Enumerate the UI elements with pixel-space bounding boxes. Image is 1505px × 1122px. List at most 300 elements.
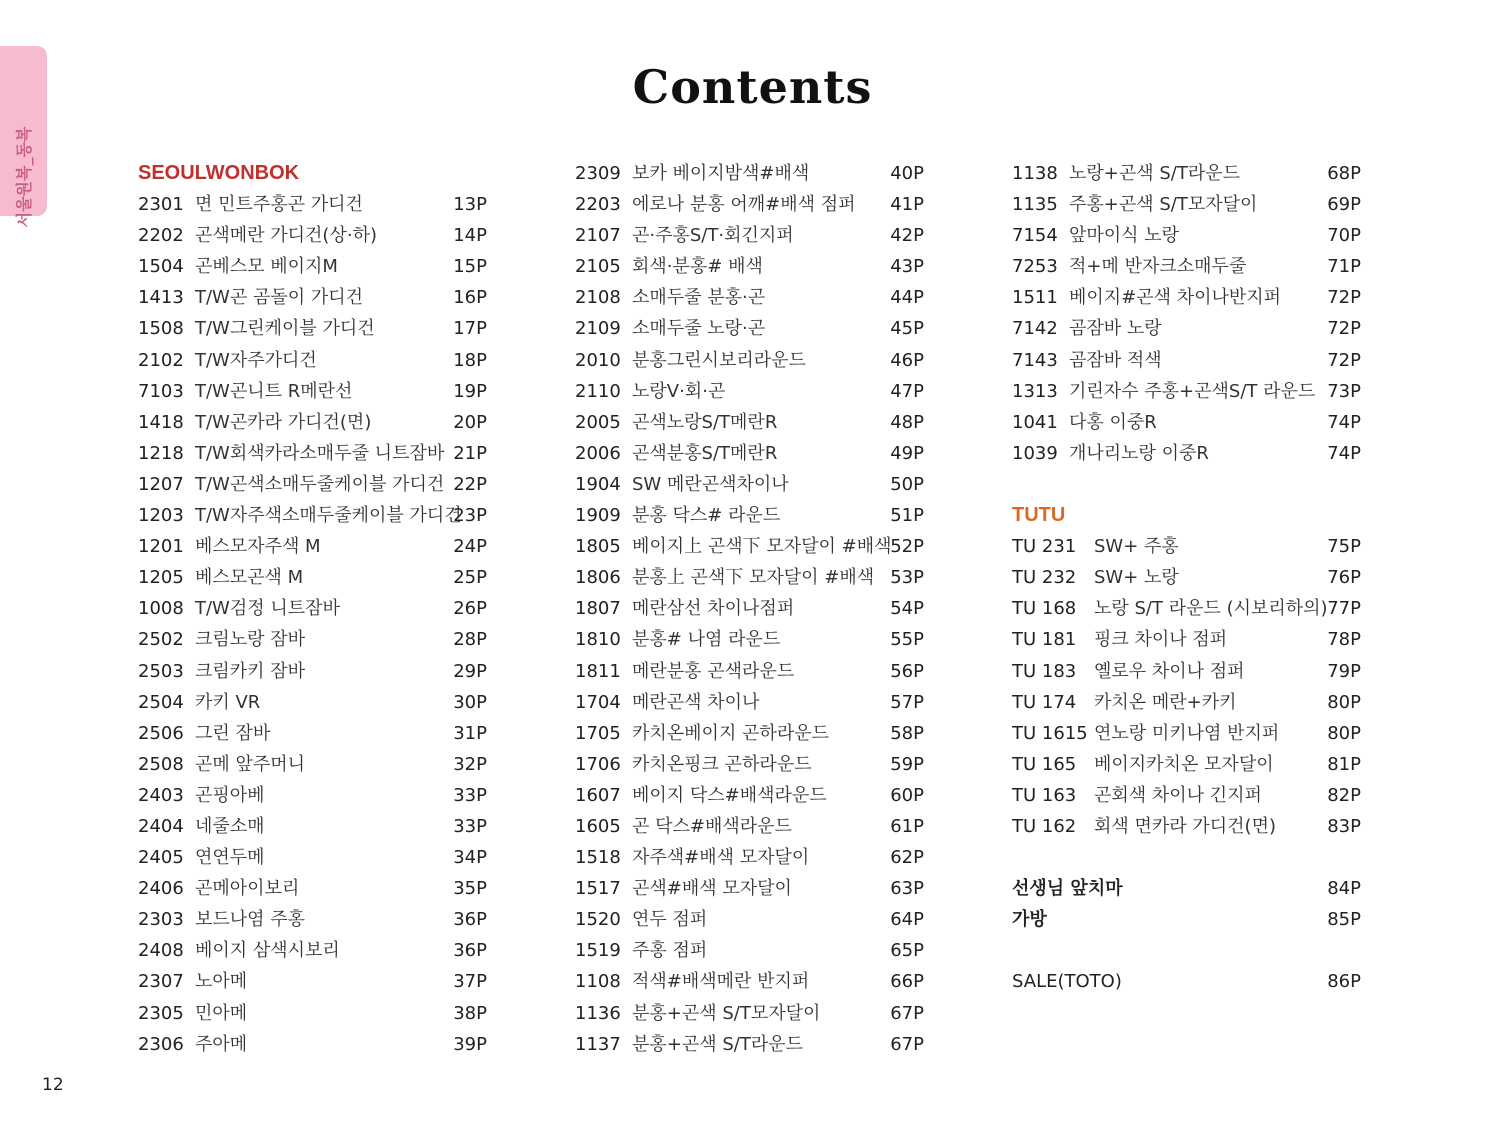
entry-page: 45P: [890, 318, 924, 340]
entry-title: 곤회색 차이나 긴지퍼: [1094, 784, 1262, 806]
toc-entry[interactable]: [138, 1029, 490, 1060]
entry-page: 56P: [890, 660, 924, 682]
entry-title: 베이지#곤색 차이나반지퍼: [1069, 287, 1282, 309]
entry-title: 분홍 닥스# 라운드: [632, 505, 781, 527]
entry-code: 7142: [1012, 318, 1058, 340]
entry-code: 1607: [575, 784, 621, 806]
entry-title: 소매두줄 분홍·곤: [632, 287, 766, 309]
toc-entry-extra[interactable]: [1012, 904, 1364, 935]
toc-entry[interactable]: [138, 998, 490, 1029]
entry-code: 2110: [575, 380, 621, 402]
entry-page: 35P: [453, 878, 487, 900]
entry-code: TU 162: [1012, 815, 1077, 837]
entry-title: 보드나염 주홍: [195, 909, 306, 931]
entry-code: 7253: [1012, 256, 1058, 278]
entry-title: 곰잠바 적색: [1069, 349, 1162, 371]
entry-page: 37P: [453, 971, 487, 993]
entry-title: 민아메: [195, 1002, 248, 1024]
entry-code: 2503: [138, 660, 184, 682]
toc-entry[interactable]: [575, 593, 927, 624]
entry-code: 2406: [138, 878, 184, 900]
entry-page: 76P: [1327, 567, 1361, 589]
entry-title: SW 메란곤색차이나: [632, 473, 789, 495]
toc-entry[interactable]: [138, 251, 490, 282]
entry-code: 2107: [575, 225, 621, 247]
toc-entry[interactable]: [1012, 158, 1364, 189]
entry-code: 2408: [138, 940, 184, 962]
toc-entry-sale[interactable]: [1012, 966, 1364, 997]
spacer: [1012, 469, 1364, 500]
toc-entry[interactable]: [1012, 407, 1364, 438]
entry-code: 1508: [138, 318, 184, 340]
toc-entry[interactable]: [1012, 624, 1364, 655]
entry-code: 1041: [1012, 411, 1058, 433]
entry-title: 베이지 닥스#배색라운드: [632, 784, 827, 806]
entry-page: 43P: [890, 256, 924, 278]
entry-code: 7103: [138, 380, 184, 402]
entry-page: 57P: [890, 691, 924, 713]
entry-code: 2405: [138, 847, 184, 869]
entry-code: 2307: [138, 971, 184, 993]
entry-code: TU 231: [1012, 536, 1077, 558]
entry-code: 1704: [575, 691, 621, 713]
toc-entry[interactable]: [575, 998, 927, 1029]
entry-title: 분홍# 나염 라운드: [632, 629, 781, 651]
entry-title: 노랑+곤색 S/T라운드: [1069, 163, 1241, 184]
entry-page: 46P: [890, 349, 924, 371]
entry-page: 55P: [890, 629, 924, 651]
entry-page: 14P: [453, 225, 487, 247]
toc-entry[interactable]: [138, 718, 490, 749]
entry-title: 곤 닥스#배색라운드: [632, 815, 792, 837]
entry-page: 40P: [890, 163, 924, 184]
entry-code: 2010: [575, 349, 621, 371]
toc-entry[interactable]: [575, 376, 927, 407]
entry-title: 주아메: [195, 1033, 248, 1055]
entry-code: 1811: [575, 660, 621, 682]
entry-page: 39P: [453, 1033, 487, 1055]
toc-entry[interactable]: [575, 811, 927, 842]
toc-entry[interactable]: [138, 562, 490, 593]
entry-page: 70P: [1327, 225, 1361, 247]
entry-page: 68P: [1327, 163, 1361, 184]
entry-title: T/W자주가디건: [195, 349, 317, 371]
toc-entry[interactable]: [1012, 345, 1364, 376]
entry-page: 72P: [1327, 349, 1361, 371]
entry-title: T/W곤카라 가디건(면): [195, 411, 372, 433]
section-title-tutu: TUTU: [1012, 504, 1066, 527]
entry-page: 80P: [1327, 691, 1361, 713]
entry-code: 2303: [138, 909, 184, 931]
entry-page: 30P: [453, 691, 487, 713]
toc-entry[interactable]: [575, 345, 927, 376]
toc-entry[interactable]: [575, 966, 927, 997]
toc-entry[interactable]: [575, 873, 927, 904]
entry-page: 19P: [453, 380, 487, 402]
entry-title: 다홍 이중R: [1069, 411, 1157, 433]
entry-code: TU 174: [1012, 691, 1077, 713]
entry-page: 78P: [1327, 629, 1361, 651]
entry-code: 2309: [575, 163, 621, 184]
entry-page: 47P: [890, 380, 924, 402]
page-title: Contents: [632, 60, 873, 114]
entry-title: T/W곤색소매두줄케이블 가디건: [195, 473, 445, 495]
entry-title: 베이지 삼색시보리: [195, 940, 340, 962]
toc-entry[interactable]: [1012, 656, 1364, 687]
entry-page: 32P: [453, 753, 487, 775]
entry-page: 71P: [1327, 256, 1361, 278]
toc-entry[interactable]: [1012, 189, 1364, 220]
entry-title: 곤메 앞주머니: [195, 753, 306, 775]
toc-entry[interactable]: [1012, 282, 1364, 313]
entry-code: TU 183: [1012, 660, 1077, 682]
entry-title: 연노랑 미키나염 반지퍼: [1094, 722, 1280, 744]
toc-entry[interactable]: [575, 935, 927, 966]
entry-page: 66P: [890, 971, 924, 993]
entry-code: TU 165: [1012, 753, 1077, 775]
toc-entry[interactable]: [138, 873, 490, 904]
entry-title: 베이지카치온 모자달이: [1094, 753, 1274, 775]
entry-page: 52P: [890, 536, 924, 558]
entry-page: 31P: [453, 722, 487, 744]
toc-entry[interactable]: [138, 780, 490, 811]
entry-title: 적+메 반자크소매두줄: [1069, 256, 1247, 278]
toc-entry[interactable]: [575, 220, 927, 251]
entry-title: 기린자수 주홍+곤색S/T 라운드: [1069, 380, 1316, 402]
entry-title: 카키 VR: [195, 691, 261, 713]
toc-entry[interactable]: [575, 624, 927, 655]
entry-page: 36P: [453, 909, 487, 931]
toc-entry[interactable]: [1012, 313, 1364, 344]
toc-entry[interactable]: [138, 966, 490, 997]
entry-title: 베이지上 곤색下 모자달이 #배색: [632, 536, 892, 558]
entry-label: SALE(TOTO): [1012, 971, 1122, 993]
entry-title: T/W회색카라소매두줄 니트잠바: [195, 442, 445, 464]
entry-code: 2504: [138, 691, 184, 713]
toc-entry[interactable]: [138, 220, 490, 251]
toc-entry[interactable]: [138, 904, 490, 935]
toc-entry[interactable]: [575, 189, 927, 220]
entry-title: 그린 잠바: [195, 722, 271, 744]
entry-title: 곤색메란 가디건(상·하): [195, 225, 377, 247]
entry-title: 옐로우 차이나 점퍼: [1094, 660, 1245, 682]
entry-page: 75P: [1327, 536, 1361, 558]
toc-entry[interactable]: [138, 624, 490, 655]
entry-code: 2502: [138, 629, 184, 651]
entry-code: 2306: [138, 1033, 184, 1055]
entry-title: 분홍上 곤색下 모자달이 #배색: [632, 567, 875, 589]
entry-code: 7143: [1012, 349, 1058, 371]
entry-code: 1807: [575, 598, 621, 620]
entry-code: TU 163: [1012, 784, 1077, 806]
entry-page: 36P: [453, 940, 487, 962]
entry-page: 48P: [890, 411, 924, 433]
entry-page: 18P: [453, 349, 487, 371]
entry-code: TU 181: [1012, 629, 1077, 651]
entry-code: 2102: [138, 349, 184, 371]
entry-code: 2202: [138, 225, 184, 247]
entry-page: 20P: [453, 411, 487, 433]
entry-code: TU 1615: [1012, 722, 1088, 744]
entry-page: 28P: [453, 629, 487, 651]
toc-entry[interactable]: [575, 656, 927, 687]
entry-title: 메란분홍 곤색라운드: [632, 660, 795, 682]
entry-code: 2006: [575, 442, 621, 464]
entry-title: 카치온핑크 곤하라운드: [632, 753, 812, 775]
entry-page: 22P: [453, 473, 487, 495]
toc-entry[interactable]: [575, 531, 927, 562]
entry-title: 카치온베이지 곤하라운드: [632, 722, 829, 744]
toc-entry[interactable]: [1012, 780, 1364, 811]
toc-entry[interactable]: [138, 935, 490, 966]
toc-entry[interactable]: [575, 158, 927, 189]
entry-page: 83P: [1327, 815, 1361, 837]
entry-code: 1205: [138, 567, 184, 589]
entry-page: 62P: [890, 847, 924, 869]
entry-title: SW+ 주홍: [1094, 536, 1179, 558]
entry-code: 2506: [138, 722, 184, 744]
entry-code: 1137: [575, 1033, 621, 1055]
entry-page: 44P: [890, 287, 924, 309]
entry-code: 1504: [138, 256, 184, 278]
entry-title: 에로나 분홍 어깨#배색 점퍼: [632, 194, 856, 216]
entry-title: 회색 면카라 가디건(면): [1094, 815, 1276, 837]
entry-page: 73P: [1327, 380, 1361, 402]
entry-page: 81P: [1327, 753, 1361, 775]
entry-title: 주홍 점퍼: [632, 940, 708, 962]
toc-entry[interactable]: [1012, 531, 1364, 562]
entry-title: 곤·주홍S/T·회긴지퍼: [632, 225, 794, 247]
toc-entry[interactable]: [575, 438, 927, 469]
toc-entry[interactable]: [138, 593, 490, 624]
entry-page: 84P: [1327, 878, 1361, 900]
toc-entry[interactable]: [138, 438, 490, 469]
entry-title: 소매두줄 노랑·곤: [632, 318, 766, 340]
entry-page: 64P: [890, 909, 924, 931]
toc-entry[interactable]: [575, 1029, 927, 1060]
entry-title: 베스모자주색 M: [195, 536, 321, 558]
entry-title: T/W곤니트 R메란선: [195, 380, 353, 402]
entry-title: 크림노랑 잠바: [195, 629, 306, 651]
toc-entry[interactable]: [575, 313, 927, 344]
entry-code: 2404: [138, 815, 184, 837]
toc-entry[interactable]: [138, 531, 490, 562]
toc-entry[interactable]: [1012, 220, 1364, 251]
entry-title: 앞마이식 노랑: [1069, 225, 1180, 247]
entry-page: 33P: [453, 784, 487, 806]
entry-code: 2005: [575, 411, 621, 433]
entry-page: 67P: [890, 1002, 924, 1024]
entry-title: 카치온 메란+카키: [1094, 691, 1237, 713]
toc-entry[interactable]: [138, 811, 490, 842]
entry-code: 1413: [138, 287, 184, 309]
entry-title: SW+ 노랑: [1094, 567, 1179, 589]
entry-page: 74P: [1327, 442, 1361, 464]
page-number: 12: [42, 1075, 64, 1095]
entry-page: 34P: [453, 847, 487, 869]
entry-page: 72P: [1327, 287, 1361, 309]
entry-code: 1909: [575, 505, 621, 527]
entry-page: 51P: [890, 505, 924, 527]
toc-entry[interactable]: [575, 842, 927, 873]
entry-page: 69P: [1327, 194, 1361, 216]
toc-entry[interactable]: [575, 407, 927, 438]
entry-page: 33P: [453, 815, 487, 837]
entry-title: 개나리노랑 이중R: [1069, 442, 1209, 464]
entry-title: 노아메: [195, 971, 248, 993]
entry-page: 53P: [890, 567, 924, 589]
entry-code: 1904: [575, 473, 621, 495]
entry-title: 적색#배색메란 반지퍼: [632, 971, 810, 993]
entry-title: 곤색노랑S/T메란R: [632, 411, 778, 433]
entry-page: 77P: [1327, 598, 1361, 620]
entry-label: 선생님 앞치마: [1012, 878, 1123, 900]
entry-page: 49P: [890, 442, 924, 464]
toc-entry[interactable]: [138, 376, 490, 407]
entry-page: 60P: [890, 784, 924, 806]
toc-entry[interactable]: [1012, 593, 1364, 624]
toc-entry[interactable]: [575, 562, 927, 593]
entry-title: 자주색#배색 모자달이: [632, 847, 810, 869]
contents-column-1: [138, 158, 490, 1060]
toc-entry[interactable]: [575, 904, 927, 935]
entry-code: 1008: [138, 598, 184, 620]
entry-page: 41P: [890, 194, 924, 216]
toc-entry[interactable]: [138, 313, 490, 344]
entry-page: 54P: [890, 598, 924, 620]
entry-page: 15P: [453, 256, 487, 278]
toc-entry[interactable]: [575, 282, 927, 313]
entry-page: 82P: [1327, 784, 1361, 806]
toc-entry[interactable]: [575, 500, 927, 531]
entry-page: 74P: [1327, 411, 1361, 433]
entry-title: 분홍+곤색 S/T모자달이: [632, 1002, 821, 1024]
toc-entry[interactable]: [138, 345, 490, 376]
entry-code: 1201: [138, 536, 184, 558]
entry-page: 72P: [1327, 318, 1361, 340]
toc-entry[interactable]: [1012, 718, 1364, 749]
entry-page: 24P: [453, 536, 487, 558]
entry-page: 67P: [890, 1033, 924, 1055]
entry-title: T/W곤 곰돌이 가디건: [195, 287, 364, 309]
entry-title: 연연두메: [195, 847, 265, 869]
entry-label: 가방: [1012, 909, 1047, 931]
entry-code: 1218: [138, 442, 184, 464]
entry-code: 2403: [138, 784, 184, 806]
toc-entry[interactable]: [1012, 376, 1364, 407]
entry-code: 2105: [575, 256, 621, 278]
toc-entry[interactable]: [1012, 687, 1364, 718]
entry-title: 면 민트주홍곤 가디건: [195, 194, 363, 216]
entry-code: 1313: [1012, 380, 1058, 402]
entry-page: 42P: [890, 225, 924, 247]
entry-code: 1520: [575, 909, 621, 931]
entry-title: 네줄소매: [195, 815, 265, 837]
toc-entry[interactable]: [575, 749, 927, 780]
toc-entry[interactable]: [138, 687, 490, 718]
section-title-seoulwonbok: SEOULWONBOK: [138, 162, 300, 184]
entry-title: 회색·분홍# 배색: [632, 256, 763, 278]
toc-entry[interactable]: [138, 407, 490, 438]
entry-title: 분홍+곤색 S/T라운드: [632, 1033, 804, 1055]
toc-entry[interactable]: [575, 687, 927, 718]
entry-title: T/W자주색소매두줄케이블 가디건: [195, 505, 462, 527]
toc-entry[interactable]: [575, 780, 927, 811]
entry-code: 1511: [1012, 287, 1058, 309]
entry-code: 1108: [575, 971, 621, 993]
entry-page: 63P: [890, 878, 924, 900]
entry-title: 곤메아이보리: [195, 878, 300, 900]
entry-code: 1517: [575, 878, 621, 900]
toc-entry[interactable]: [1012, 811, 1364, 842]
entry-page: 61P: [890, 815, 924, 837]
entry-code: 2108: [575, 287, 621, 309]
toc-entry[interactable]: [1012, 562, 1364, 593]
entry-page: 59P: [890, 753, 924, 775]
entry-page: 38P: [453, 1002, 487, 1024]
entry-code: 1039: [1012, 442, 1058, 464]
entry-code: 1518: [575, 847, 621, 869]
toc-entry[interactable]: [138, 749, 490, 780]
entry-page: 58P: [890, 722, 924, 744]
entry-page: 26P: [453, 598, 487, 620]
entry-page: 16P: [453, 287, 487, 309]
entry-code: 7154: [1012, 225, 1058, 247]
entry-code: 1705: [575, 722, 621, 744]
entry-code: 2301: [138, 194, 184, 216]
toc-entry[interactable]: [1012, 251, 1364, 282]
entry-page: 50P: [890, 473, 924, 495]
entry-code: 1135: [1012, 194, 1058, 216]
entry-page: 21P: [453, 442, 487, 464]
toc-entry[interactable]: [138, 282, 490, 313]
spacer: [1012, 842, 1364, 873]
entry-code: 1203: [138, 505, 184, 527]
entry-title: 핑크 차이나 점퍼: [1094, 629, 1228, 651]
entry-title: 메란곤색 차이나: [632, 691, 760, 713]
entry-title: 곤색#배색 모자달이: [632, 878, 792, 900]
toc-entry[interactable]: [1012, 438, 1364, 469]
entry-code: TU 232: [1012, 567, 1077, 589]
toc-entry[interactable]: [138, 842, 490, 873]
entry-title: 분홍그린시보리라운드: [632, 349, 806, 371]
entry-title: 노랑V·회·곤: [632, 380, 726, 402]
toc-entry[interactable]: [138, 500, 490, 531]
toc-entry[interactable]: [138, 469, 490, 500]
side-tab-label: 서울원복_동복: [14, 126, 34, 228]
contents-column-3: [1012, 158, 1364, 998]
toc-entry[interactable]: [138, 189, 490, 220]
entry-title: 보카 베이지밤색#배색: [632, 163, 810, 184]
toc-entry[interactable]: [1012, 749, 1364, 780]
entry-page: 13P: [453, 194, 487, 216]
toc-entry[interactable]: [138, 656, 490, 687]
entry-code: 1805: [575, 536, 621, 558]
entry-title: 베스모곤색 M: [195, 567, 304, 589]
entry-title: 메란삼선 차이나점퍼: [632, 598, 795, 620]
entry-code: 1138: [1012, 163, 1058, 184]
entry-code: 2109: [575, 318, 621, 340]
entry-code: 2305: [138, 1002, 184, 1024]
toc-entry[interactable]: [575, 469, 927, 500]
toc-entry[interactable]: [575, 251, 927, 282]
entry-title: 곤핑아베: [195, 784, 265, 806]
toc-entry[interactable]: [575, 718, 927, 749]
entry-title: 곤색분홍S/T메란R: [632, 442, 778, 464]
entry-page: 25P: [453, 567, 487, 589]
entry-code: 1605: [575, 815, 621, 837]
toc-entry-extra[interactable]: [1012, 873, 1364, 904]
